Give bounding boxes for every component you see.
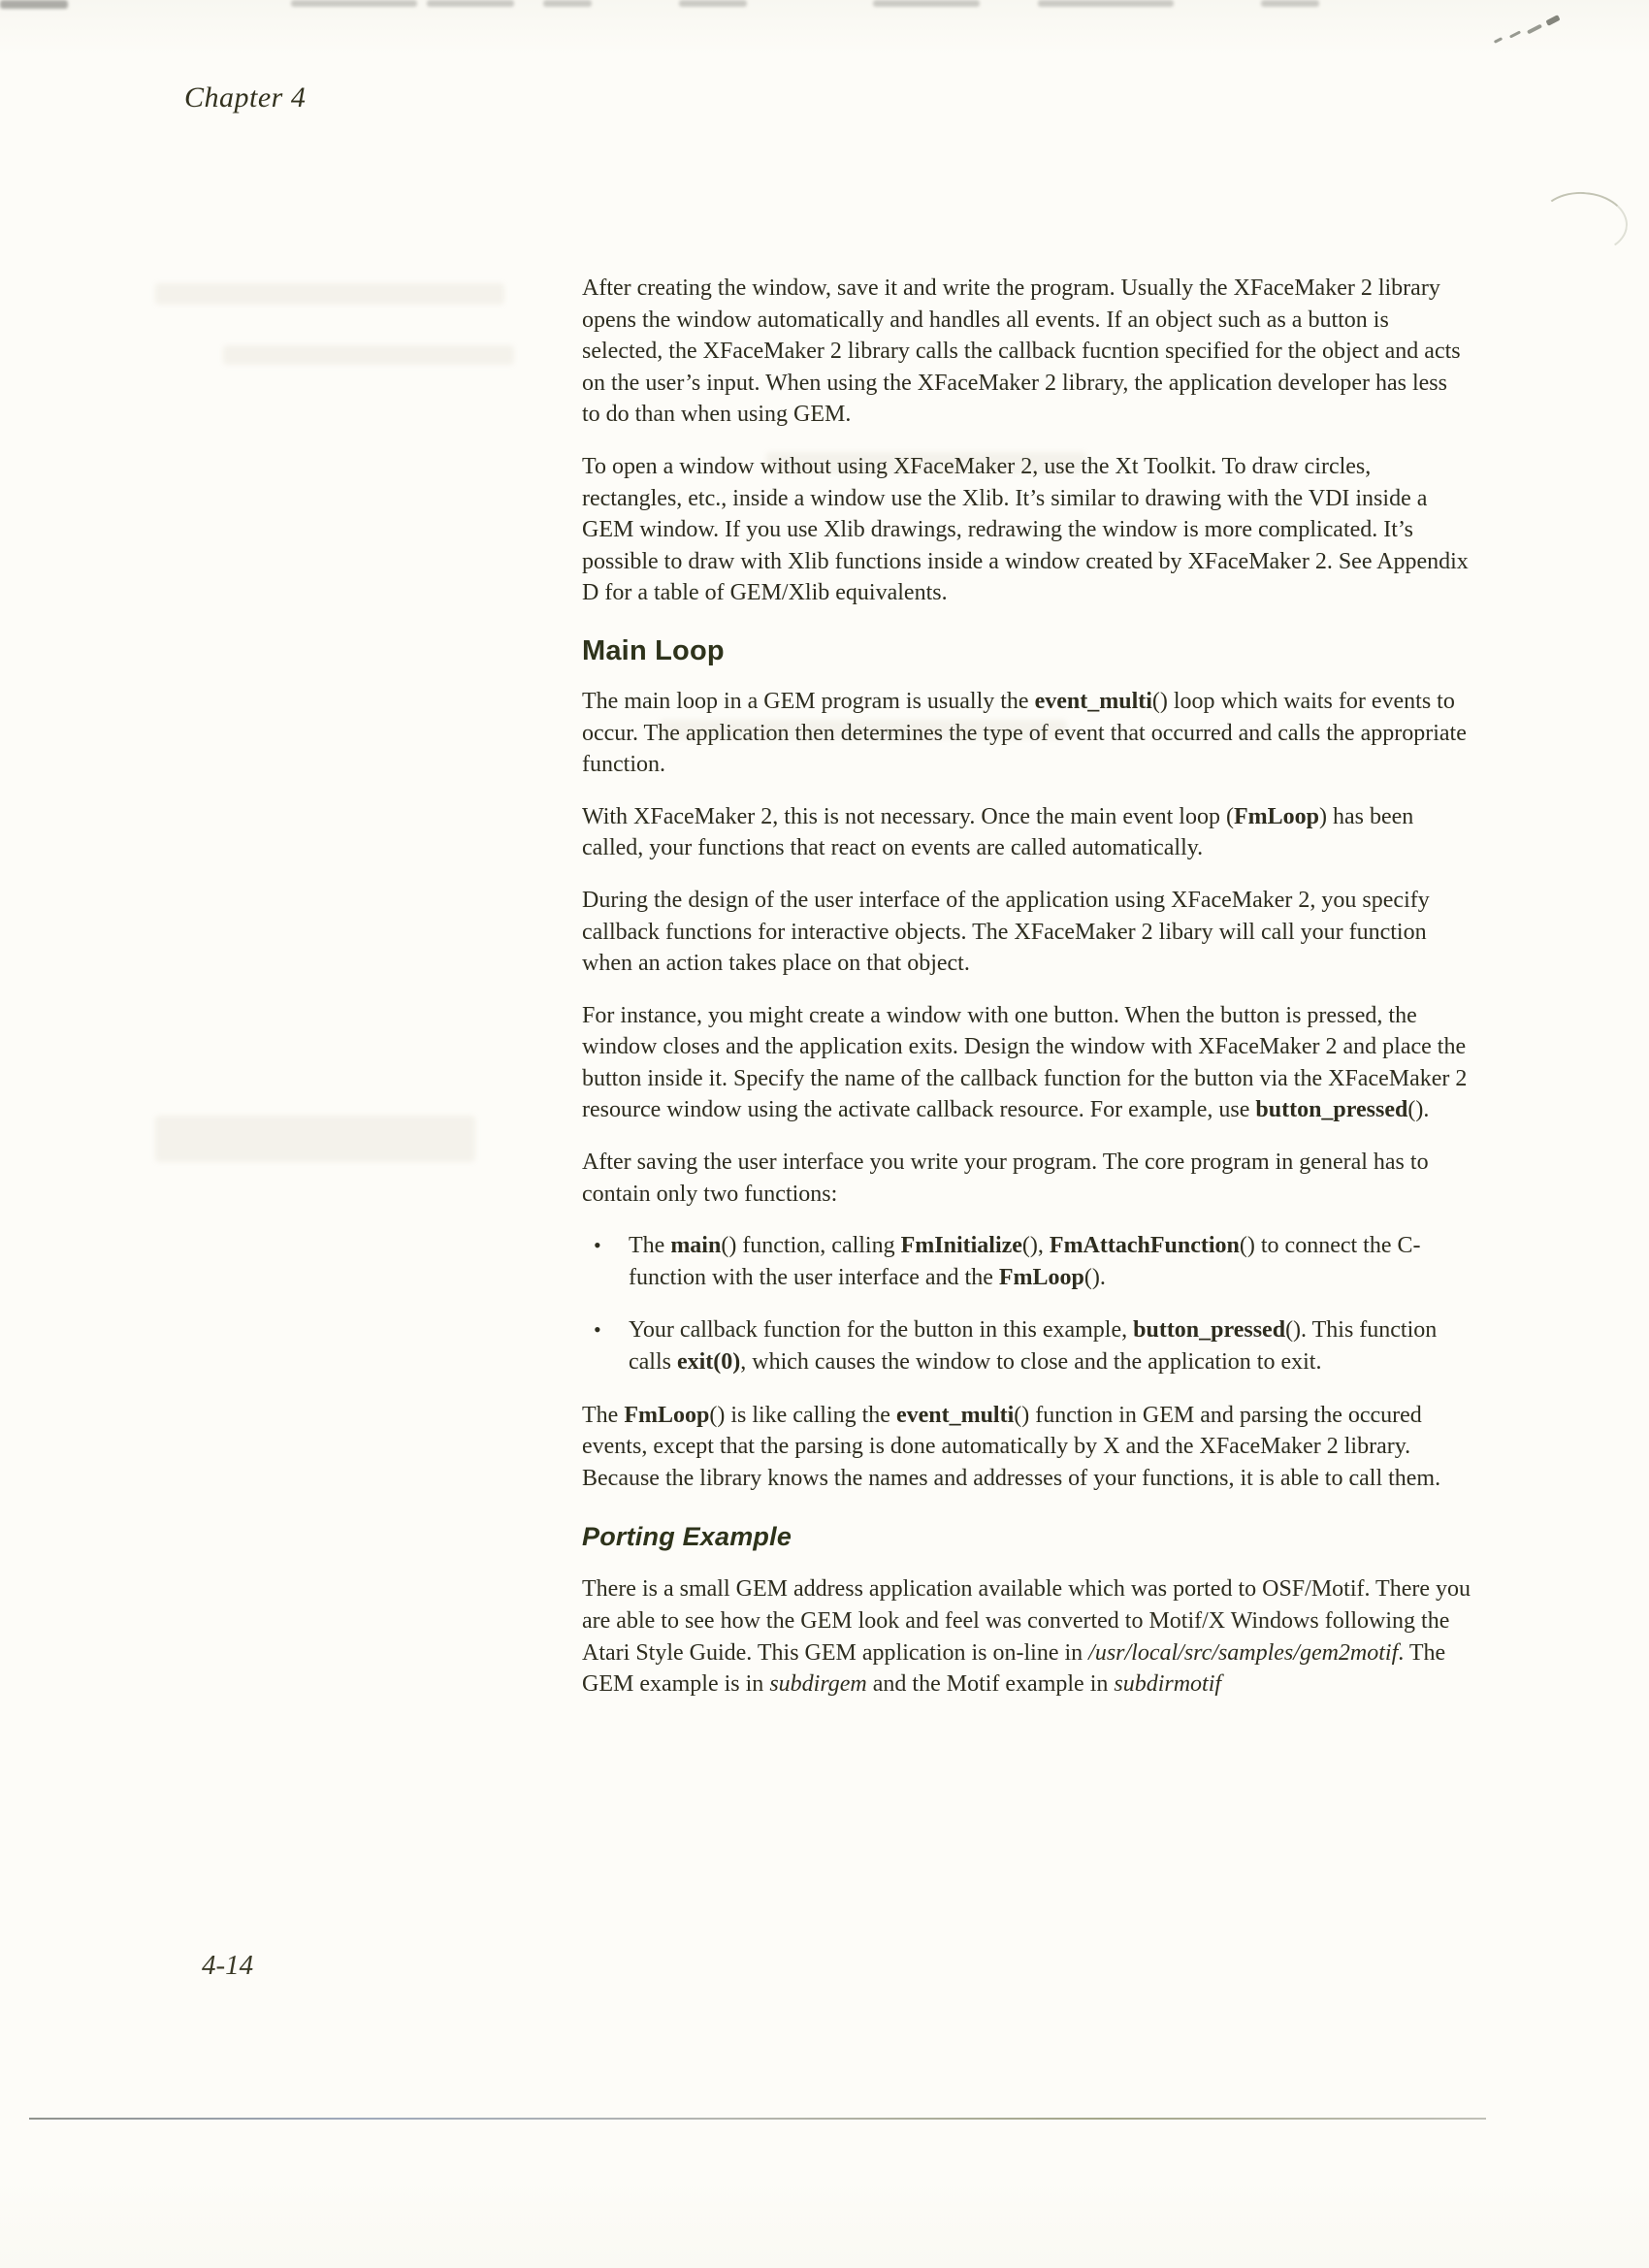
body-text: The main loop in a GEM program is usually the (582, 688, 1035, 714)
page-body (582, 273, 1471, 1701)
path-term: /usr/local/src/samples/gem2motif (1088, 1639, 1399, 1666)
code-term: FmLoop (624, 1402, 710, 1428)
scan-smudge (1261, 0, 1319, 7)
paragraph (582, 1400, 1471, 1495)
scan-smudge (873, 0, 980, 7)
code-term: button_pressed (1133, 1317, 1286, 1344)
body-text: (). (1407, 1097, 1430, 1123)
code-term: exit(0) (676, 1349, 741, 1376)
scan-smudge (679, 0, 747, 7)
body-text: The (629, 1233, 671, 1259)
body-text: . The GEM example is in (582, 1639, 1446, 1698)
section-heading: Porting Example (582, 1522, 792, 1552)
code-term: main (670, 1233, 722, 1259)
code-term: button_pressed (1255, 1097, 1408, 1123)
body-text: () function, calling (721, 1233, 901, 1259)
code-term: event_multi (895, 1402, 1015, 1428)
body-text: () to connect the C-function with the user interface and the (629, 1233, 1421, 1290)
bullet-item (582, 1314, 1471, 1377)
code-term: FmInitialize (900, 1233, 1022, 1259)
paragraph (582, 1147, 1471, 1210)
page-number: 4-14 (202, 1950, 254, 1981)
body-text: ) has been called, your functions that react on events are called automatically. (582, 803, 1414, 861)
body-text: Your callback function for the button in this example, (629, 1317, 1134, 1344)
body-text: After saving the user interface you write your program. The core program in general has to contain only two functions: (582, 1150, 1429, 1207)
path-term: subdirmotif (1114, 1671, 1222, 1698)
bleed-ghost (155, 1116, 475, 1162)
scan-smudge (1038, 0, 1174, 7)
bullet-item (582, 1230, 1471, 1293)
code-term: FmLoop (998, 1264, 1084, 1290)
bullet-icon: • (594, 1233, 601, 1258)
bullet-text (629, 1230, 1471, 1293)
bullet-icon: • (594, 1317, 601, 1343)
body-text: With XFaceMaker 2, this is not necessary. Once the main event loop ( (582, 803, 1234, 829)
body-text: () is like calling the (709, 1402, 896, 1428)
path-term: subdirgem (769, 1671, 867, 1698)
body-text: (). (1083, 1264, 1106, 1290)
body-text: To open a window without using XFaceMaker 2, use the Xt Toolkit. To draw circles, rectangles, etc., inside a window use the Xlib. It’s similar to drawing with the VDI inside a GEM window. If you use Xlib drawings, redrawing the window is more complicated. It’s possible to draw with Xlib functions inside a window created by XFaceMaker 2. See Appendix D for a table of GEM/Xlib equivalents. (582, 453, 1469, 606)
bleed-ghost (223, 345, 514, 365)
body-text: () loop which waits for events to occur. The application then determines the type of event that occurred and calls the appropriate function. (582, 688, 1467, 778)
body-text: The (582, 1402, 625, 1428)
code-term: FmLoop (1233, 803, 1319, 829)
body-text: , which causes the window to close and the application to exit. (740, 1349, 1322, 1376)
paragraph (582, 1000, 1471, 1126)
paragraph (582, 273, 1471, 431)
chapter-header: Chapter 4 (184, 81, 307, 113)
body-text: After creating the window, save it and write the program. Usually the XFaceMaker 2 library opens the window automatically and handles all events. If an object such as a button is selected, the XFaceMaker 2 library calls the callback fucntion specified for the object and acts on the user’s input. When using the XFaceMaker 2 library, the application developer has less to do than when using GEM. (582, 275, 1461, 428)
page-curl-mark (1536, 189, 1630, 257)
pen-mark (1490, 6, 1577, 52)
body-text: () function in GEM and parsing the occured events, except that the parsing is done automatically by X and the XFaceMaker 2 library. Because the library knows the names and addresses of your functions, it is able to call them. (582, 1402, 1441, 1491)
section-heading: Main Loop (582, 634, 725, 666)
scan-smudge (0, 0, 68, 9)
scan-smudge (543, 0, 592, 7)
body-text: (). This function calls (629, 1317, 1438, 1376)
bleed-ghost (155, 283, 504, 305)
code-term: FmAttachFunction (1049, 1233, 1240, 1259)
page-edge-line (29, 2118, 1486, 2120)
paragraph (582, 885, 1471, 980)
code-term: event_multi (1034, 688, 1152, 714)
paragraph (582, 451, 1471, 609)
body-text: There is a small GEM address application available which was ported to OSF/Motif. There you are able to see how the GEM look and feel was converted to Motif/X Windows following the Atari Style Guide. This GEM application is on-line in (582, 1576, 1471, 1666)
body-text: (), (1021, 1233, 1050, 1259)
paragraph (582, 686, 1471, 781)
scan-smudge (427, 0, 514, 7)
bullet-text (629, 1314, 1471, 1377)
body-text: For instance, you might create a window with one button. When the button is pressed, the window closes and the application exits. Design the window with XFaceMaker 2 and place the button inside it. Specify the name of the callback function for the button via the XFaceMaker 2 resource window using the activate callback resource. For example, use (582, 1002, 1468, 1123)
scan-smudge (291, 0, 417, 7)
body-text: and the Motif example in (866, 1671, 1115, 1698)
paragraph (582, 801, 1471, 864)
paragraph (582, 1573, 1471, 1700)
body-text: During the design of the user interface of the application using XFaceMaker 2, you specify callback functions for interactive objects. The XFaceMaker 2 libary will call your function when an action takes place on that object. (582, 887, 1430, 977)
